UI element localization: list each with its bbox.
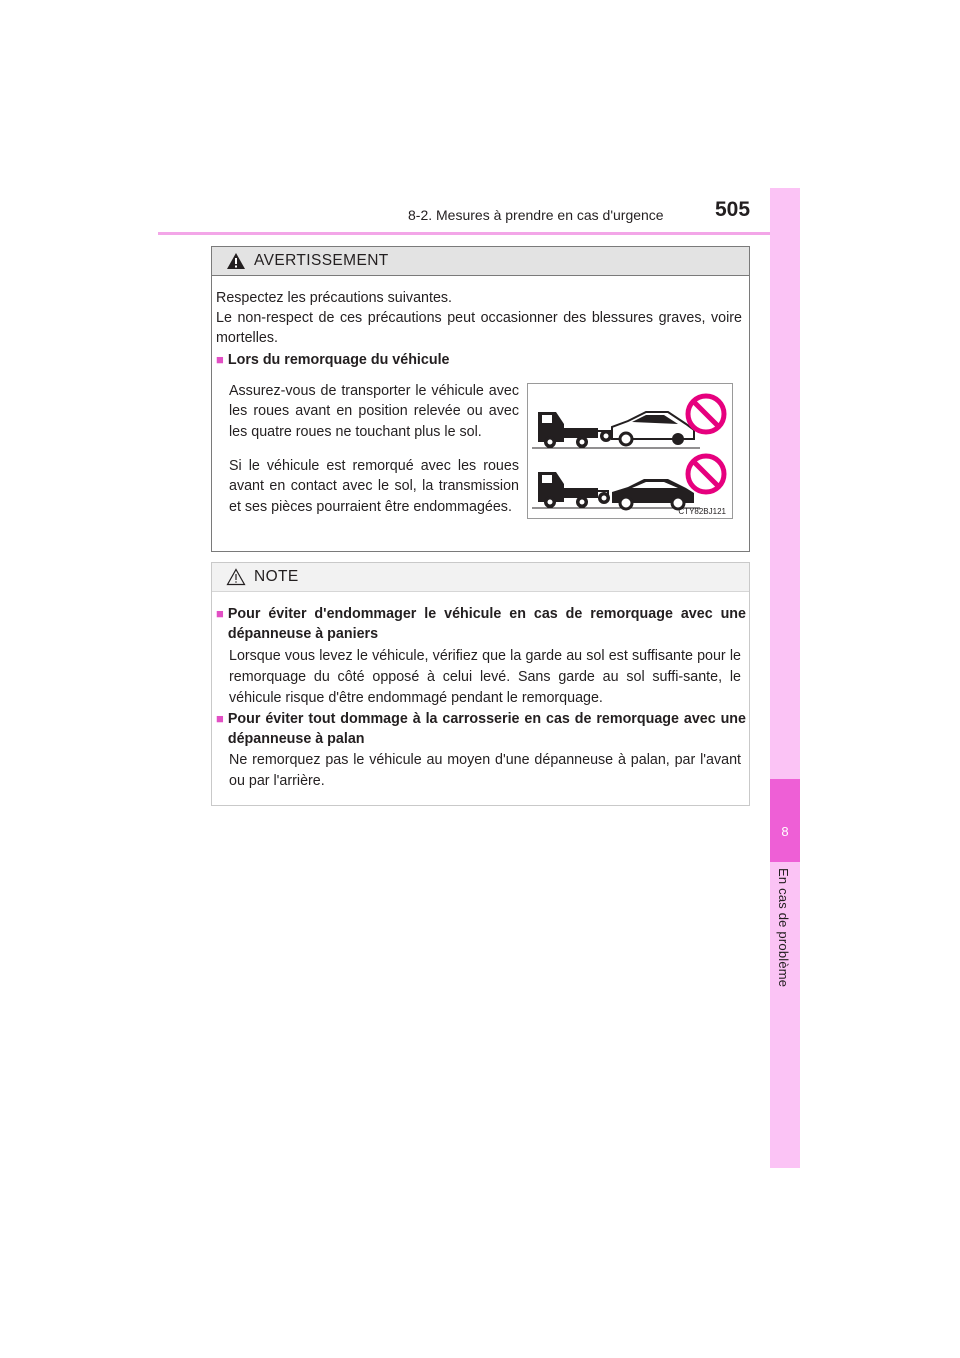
square-bullet-icon: ■ [216,711,224,726]
note-item-2-body: Ne remorquez pas le véhicule au moyen d'une dépanneuse à palan, par l'avant ou par l'arrière. [229,752,741,789]
warning-subheading [216,350,742,370]
note-item-2-heading [216,709,746,749]
chapter-number: 8 [781,824,789,839]
warning-title: AVERTISSEMENT [254,252,389,269]
section-title: 8-2. Mesures à prendre en cas d'urgence [408,207,664,223]
note-header [212,563,749,592]
warning-body-2: Si le véhicule est remorqué avec les roues avant en contact avec le sol, la transmission et ses pièces pourraient être endommagées. [229,458,519,515]
towing-illustration [527,383,733,519]
note-title: NOTE [254,568,299,585]
square-bullet-icon: ■ [216,352,224,367]
prohibited-icon [688,396,724,432]
note-item-1-heading [216,604,746,644]
warning-triangle-icon [226,252,246,270]
chapter-tab-marker [770,779,800,862]
towing-diagram [528,384,732,518]
warning-body: Assurez-vous de transporter le véhicule avec les roues avant en position relevée ou avec les quatre roues ne touchant plus le sol. [229,383,519,440]
note-item-1-heading-text: Pour éviter d'endommager le véhicule en cas de remorquage avec une dépanneuse à paniers [227,606,746,642]
warning-intro-1: Respectez les précautions suivantes. [216,290,453,306]
warning-subheading-text: Lors du remorquage du véhicule [227,352,450,368]
warning-intro-2: Le non-respect de ces précautions peut occasionner des blessures graves, voire mortelles. [216,310,742,346]
chapter-side-tab [770,188,800,1168]
tow-truck-top [538,412,612,448]
header-rule [158,232,770,235]
page-number: 505 [715,198,751,221]
figure-code: CTY82BJ121 [678,507,726,516]
tow-truck-bottom [538,472,610,508]
note-item-1-body: Lorsque vous levez le véhicule, vérifiez que la garde au sol est suffisante pour le remorquage du côté opposé à celui levé. Sans garde au sol suffi-sante, le véhicule risque d'être endommagé pendant le remorquage. [229,648,741,706]
prohibited-icon [688,456,724,492]
towed-car-top [612,412,694,445]
note-item-2-heading-text: Pour éviter tout dommage à la carrosserie en cas de remorquage avec une dépanneuse à palan [227,711,746,747]
chapter-title: En cas de problème [776,868,791,988]
towed-car-bottom [612,479,694,509]
warning-header [212,247,749,276]
caution-outline-icon [226,568,246,586]
square-bullet-icon: ■ [216,606,224,621]
